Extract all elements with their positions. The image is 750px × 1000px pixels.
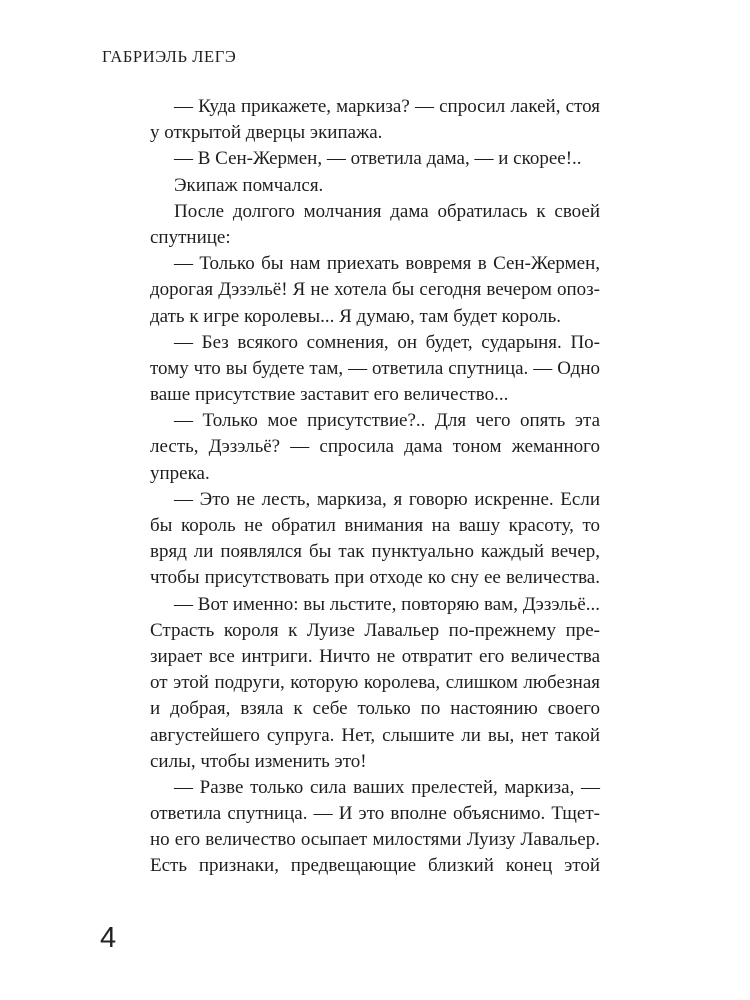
text-line: — Куда прикажете, маркиза? — спросил лакей, стоя — [174, 96, 600, 117]
text-line: ответила спутница. — И это вполне объяснимо. Тщет- — [150, 803, 600, 825]
text-line: зирает все интриги. Ничто не отвратит его величества — [150, 645, 600, 667]
text-line: Страсть короля к Луизе Лавальер по-прежнему пре- — [150, 619, 600, 641]
text-line: упрека. — [150, 462, 210, 484]
text-line: После долгого молчания дама обратилась к своей — [174, 200, 600, 222]
text-line: вряд ли появлялся бы так пунктуально каждый вечер, — [150, 541, 600, 563]
text-line: дать к игре королевы... Я думаю, там будет король. — [150, 305, 562, 327]
text-line: — В Сен-Жермен, — ответила дама, — и скорее!.. — [174, 148, 582, 170]
text-line: августейшего супруга. Нет, слышите ли вы, нет такой — [150, 724, 600, 746]
page-number: 4 — [100, 922, 117, 954]
text-line: дорогая Дэзэльё! Я не хотела бы сегодня вечером опоз- — [150, 279, 600, 301]
text-line: у открытой дверцы экипажа. — [150, 122, 383, 144]
text-line: — Только мое присутствие?.. Для чего опять эта — [174, 410, 600, 432]
text-line: — Без всякого сомнения, он будет, сударыня. По- — [174, 331, 600, 353]
text-line: спутнице: — [150, 226, 231, 248]
text-line: — Только бы нам приехать вовремя в Сен-Жермен, — [174, 253, 600, 275]
text-line: силы, чтобы изменить это! — [150, 750, 367, 772]
text-line: лесть, Дэзэльё? — спросила дама тоном жеманного — [150, 436, 600, 458]
text-line: — Разве только сила ваших прелестей, маркиза, — — [174, 776, 600, 798]
text-line: — Вот именно: вы льстите, повторяю вам, Дэзэльё... — [174, 593, 600, 615]
body-text — [150, 94, 600, 880]
text-line: и добрая, взяла к себе только по настоянию своего — [150, 698, 600, 720]
text-line: тому что вы будете там, — ответила спутница. — Одно — [150, 357, 600, 379]
running-head: ГАБРИЭЛЬ ЛЕГЭ — [102, 47, 237, 66]
text-line: бы король не обратил внимания на вашу красоту, то — [150, 515, 600, 536]
text-line: ваше присутствие заставит его величество... — [150, 384, 509, 406]
text-line: Экипаж помчался. — [174, 174, 324, 196]
text-line: Есть признаки, предвещающие близкий конец этой — [150, 855, 600, 877]
text-line: но его величество осыпает милостями Луизу Лавальер. — [150, 829, 600, 851]
text-line: — Это не лесть, маркиза, я говорю искренне. Если — [174, 488, 600, 510]
text-line: от этой подруги, которую королева, слишком любезная — [150, 672, 600, 694]
text-line: чтобы присутствовать при отходе ко сну ее величества. — [150, 567, 600, 589]
